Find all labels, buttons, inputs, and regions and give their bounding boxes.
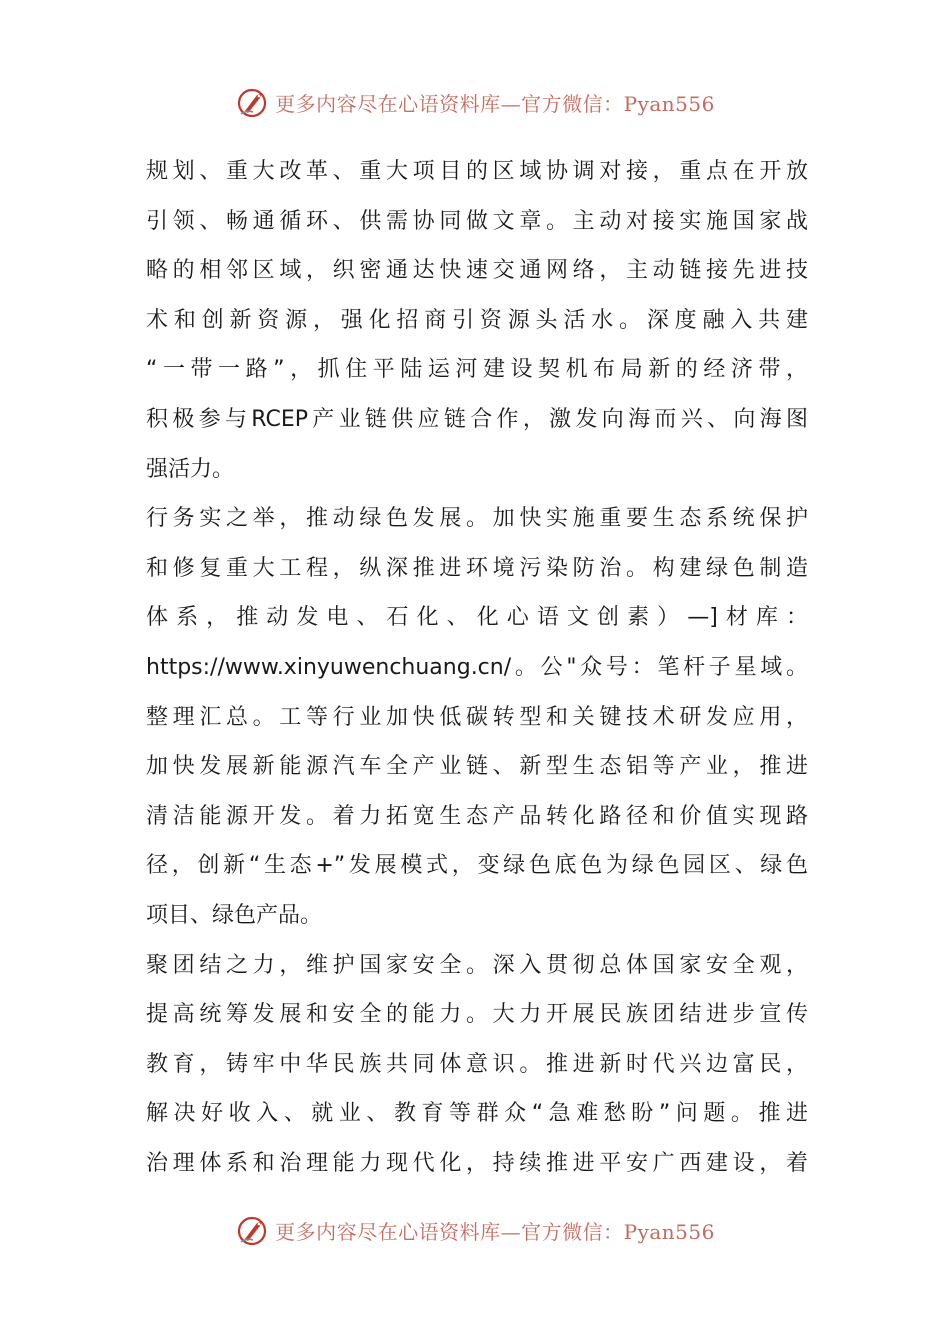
text-line: 解决好收入、就业、教育等群众“急难愁盼”问题。推进 <box>146 1101 808 1127</box>
text-line: 提高统筹发展和安全的能力。大力开展民族团结进步宣传 <box>146 1002 808 1028</box>
text-line: 行务实之举，推动绿色发展。加快实施重要生态系统保护 <box>146 506 808 532</box>
text-line: 教育，铸牢中华民族共同体意识。推进新时代兴边富民， <box>146 1051 808 1077</box>
header-text: 更多内容尽在心语资料库—官方微信：Pyan556 <box>275 91 715 116</box>
text-line: 引领、畅通循环、供需协同做文章。主动对接实施国家战 <box>146 208 808 234</box>
text-line: 略的相邻区域，织密通达快速交通网络，主动链接先进技 <box>146 258 808 284</box>
text-line: 术和创新资源，强化招商引资源头活水。深度融入共建 <box>146 307 808 333</box>
footer-banner <box>0 1210 950 1250</box>
document-body <box>146 147 808 1188</box>
text-line: 聚团结之力，维护国家安全。深入贯彻总体国家安全观， <box>146 952 808 978</box>
footer-text: 更多内容尽在心语资料库—官方微信：Pyan556 <box>275 1219 715 1244</box>
text-line: 规划、重大改革、重大项目的区域协调对接，重点在开放 <box>146 159 808 184</box>
text-line: https://www.xinyuwenchuang.cn/。公"众号：笔杆子星域。 <box>146 654 808 680</box>
text-line: 和修复重大工程，纵深推进环境污染防治。构建绿色制造 <box>146 555 808 581</box>
text-line: 加快发展新能源汽车全产业链、新型生态铝等产业，推进 <box>146 754 808 780</box>
text-line: 积极参与RCEP产业链供应链合作，激发向海而兴、向海图 <box>146 406 808 432</box>
text-line: 强活力。 <box>146 456 235 482</box>
text-line: 整理汇总。工等行业加快低碳转型和关键技术研发应用， <box>146 704 808 730</box>
pen-nib-icon <box>235 1212 271 1248</box>
pen-nib-icon <box>235 84 271 120</box>
text-line: 项目、绿色产品。 <box>146 902 323 928</box>
text-line: 治理体系和治理能力现代化，持续推进平安广西建设，着 <box>146 1150 808 1176</box>
text-line: “一带一路”，抓住平陆运河建设契机布局新的经济带， <box>146 357 808 383</box>
header-banner <box>0 82 950 122</box>
text-line: 体系，推动发电、石化、化心语文创素）—]材库： <box>146 605 808 631</box>
text-line: 径，创新“生态+”发展模式，变绿色底色为绿色园区、绿色 <box>146 853 808 879</box>
text-line: 清洁能源开发。着力拓宽生态产品转化路径和价值实现路 <box>146 803 808 829</box>
